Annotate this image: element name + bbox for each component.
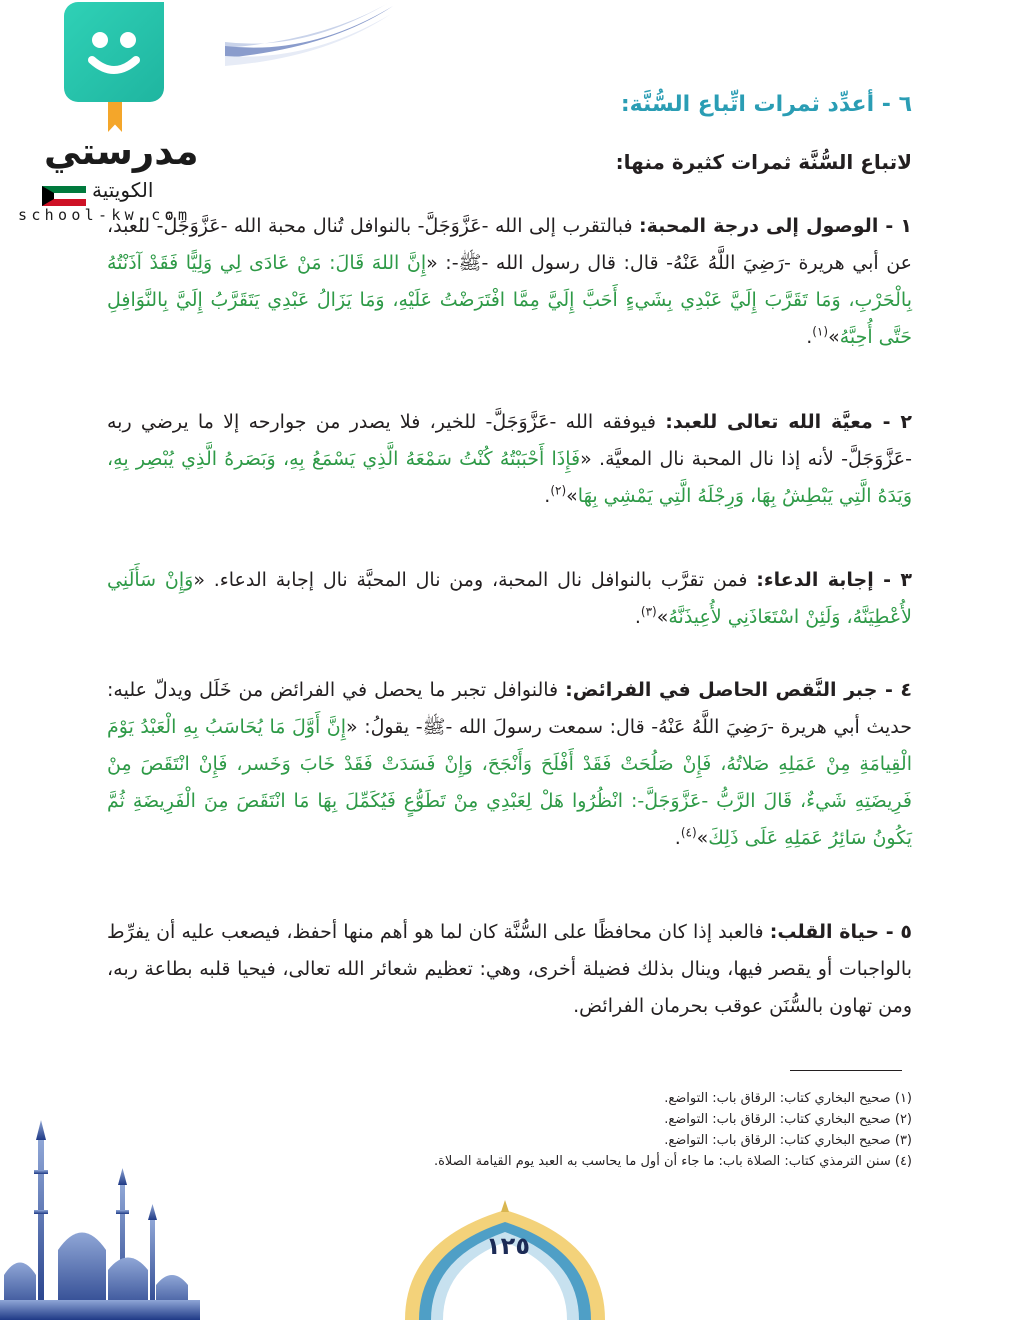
footnote-4: (٤) سنن الترمذي كتاب: الصلاة باب: ما جاء أن أول ما يحاسب به العبد يوم القيامة الصلاة. xyxy=(433,1154,912,1169)
hadith-quote: فَإِذَا أَحْبَبْتُهُ كُنْتُ سَمْعَهُ الَّذِي يَسْمَعُ بِهِ، وَبَصَرهُ الَّذِي يُبْصِر بِهِ، وَيَدَهُ الَّتِي يَبْطِشُ بِهَا، وَرِجْلَهُ الَّتِي يَمْشِي بِهَا xyxy=(107,448,912,507)
item-text: فمن تقرَّب بالنوافل نال المحبة، ومن نال المحبَّة نال إجابة الدعاء. « xyxy=(193,569,757,591)
item-label: ٤ - جبر النَّقص الحاصل في الفرائض: xyxy=(565,679,912,701)
quote-close: » xyxy=(566,485,578,507)
hadith-quote: إِنَّ أَوَّلَ مَا يُحَاسَبُ بِهِ الْعَبْدُ يَوْمَ الْقِيامَةِ مِنْ عَمَلِهِ صَلاتُهُ، فَإِنْ صَلُحَتْ فَقَدْ أَفْلَحَ وَأَنْجَحَ، وَإِنْ فَسَدَتْ فَقَدْ خَابَ وَخَسر، فَإِنْ انْتَقَصَ مِنْ فَرِيضَتِهِ شَيءٌ، قَالَ الرَّبُّ -عَزَّوَجَلَّ-: انْظُرُوا هَلْ لِعَبْدِي مِنْ تَطَوُّعٍ فَيُكَمِّلَ بِهَا مَا انْتَقَصَ مِنَ الْفَرِيضَةِ ثُمَّ يَكُونُ سَائِرُ عَمَلِهِ عَلَى ذَلِكَ xyxy=(107,716,912,849)
logo-website: school-kw.com xyxy=(18,206,192,224)
footnote-divider xyxy=(790,1070,902,1071)
item-tail: . xyxy=(634,606,641,628)
fruit-item-5 xyxy=(107,914,912,1025)
quote-close: » xyxy=(696,827,709,849)
mosque-skyline-decoration xyxy=(0,1100,200,1320)
hadith-quote: إِنَّ اللهَ قَالَ: مَنْ عَادَى لِي وَلِيًّا فَقَدْ آذَنْتُهُ بِالْحَرْبِ، وَمَا تَقَرَّبَ إِلَيَّ عَبْدِي بِشَيءٍ أَحَبَّ إِلَيَّ مِمَّا افْتَرَضْتُ عَلَيْهِ، وَمَا يَزَالُ عَبْدِي يَتَقَرَّبُ إِلَيَّ بِالنَّوَافِلِ حَتَّى أُحِبَّهُ xyxy=(107,252,912,348)
quote-close: » xyxy=(656,606,669,628)
footnote-2: (٢) صحيح البخاري كتاب: الرقاق باب: التواضع. xyxy=(664,1112,912,1127)
fruit-item-3 xyxy=(107,562,912,636)
item-tail: . xyxy=(544,485,551,507)
top-swoosh-decoration xyxy=(215,0,395,70)
item-tail: . xyxy=(674,827,681,849)
item-label: ٥ - حياة القلب: xyxy=(769,921,912,943)
school-logo xyxy=(8,0,223,224)
fruit-item-1 xyxy=(107,208,912,356)
item-text: فيوفقه الله -عَزَّوَجَلَّ- للخير، فلا يصدر من جوارحه إلا ما يرضي ربه -عَزَّوَجَلَّ- لأنه إذا نال المحبة نال المعيَّة. « xyxy=(107,411,912,470)
footnote-ref: (١) xyxy=(812,324,829,339)
intro-line: لاتباع السُّنَّة ثمرات كثيرة منها: xyxy=(615,150,912,174)
bookmark-icon xyxy=(108,102,122,132)
item-text: فالنوافل تجبر ما يحصل في الفرائض من خَلَل ويدلّ عليه: حديث أبي هريرة -رَضِيَ اللَّهُ عَنْهُ- قال: سمعت رسولَ الله -ﷺ- يقولُ: « xyxy=(107,679,912,738)
item-text: فالعبد إذا كان محافظًا على السُّنَّة كان لما هو أهم منها أحفظ، فيصعب عليه أن يفرِّط بالواجبات أو يقصر فيها، وينال بذلك فضيلة أخرى، وهي: تعظيم شعائر الله تعالى، فيحيا قلبه بطاعة ربه، ومن تهاون بالسُّنَن عوقب بحرمان الفرائض. xyxy=(107,921,912,1017)
logo-subtitle: الكويتية xyxy=(92,178,154,202)
footnote-ref: (٢) xyxy=(550,483,567,498)
fruit-item-4 xyxy=(107,672,912,857)
quote-close: » xyxy=(828,326,840,348)
footnote-ref: (٣) xyxy=(640,604,657,619)
footnote-3: (٣) صحيح البخاري كتاب: الرقاق باب: التواضع. xyxy=(664,1133,912,1148)
fruit-item-2 xyxy=(107,404,912,515)
kuwait-flag-icon xyxy=(42,186,86,206)
page-number-arch xyxy=(395,1200,615,1320)
logo-icon xyxy=(64,2,164,102)
item-label: ٣ - إجابة الدعاء: xyxy=(756,569,913,591)
item-label: ٢ - معيَّة الله تعالى للعبد: xyxy=(665,411,912,433)
item-label: ١ - الوصول إلى درجة المحبة: xyxy=(639,215,912,237)
footnotes xyxy=(434,1088,912,1172)
footnote-1: (١) صحيح البخاري كتاب: الرقاق باب: التواضع. xyxy=(664,1091,912,1106)
section-heading: ٦ - أعدِّد ثمرات اتِّباع السُّنَّة: xyxy=(620,92,912,117)
hadith-quote: وَإِنْ سَأَلَنِي لأُعْطِيَنَّهُ، وَلَئِنْ اسْتَعَاذَنِي لأُعِيذَنَّهُ xyxy=(107,569,912,628)
item-tail: . xyxy=(806,326,813,348)
logo-name: مدرستي xyxy=(44,130,199,173)
page-number: ١٢٥ xyxy=(486,1232,530,1260)
item-text: فبالتقرب إلى الله -عَزَّوَجَلَّ- بالنوافل تُنال محبة الله -عَزَّوَجَلَّ- للعبد، عن أبي هريرة -رَضِيَ اللَّهُ عَنْهُ- قال: قال رسول الله -ﷺ-: « xyxy=(107,215,912,274)
footnote-ref: (٤) xyxy=(680,825,697,840)
